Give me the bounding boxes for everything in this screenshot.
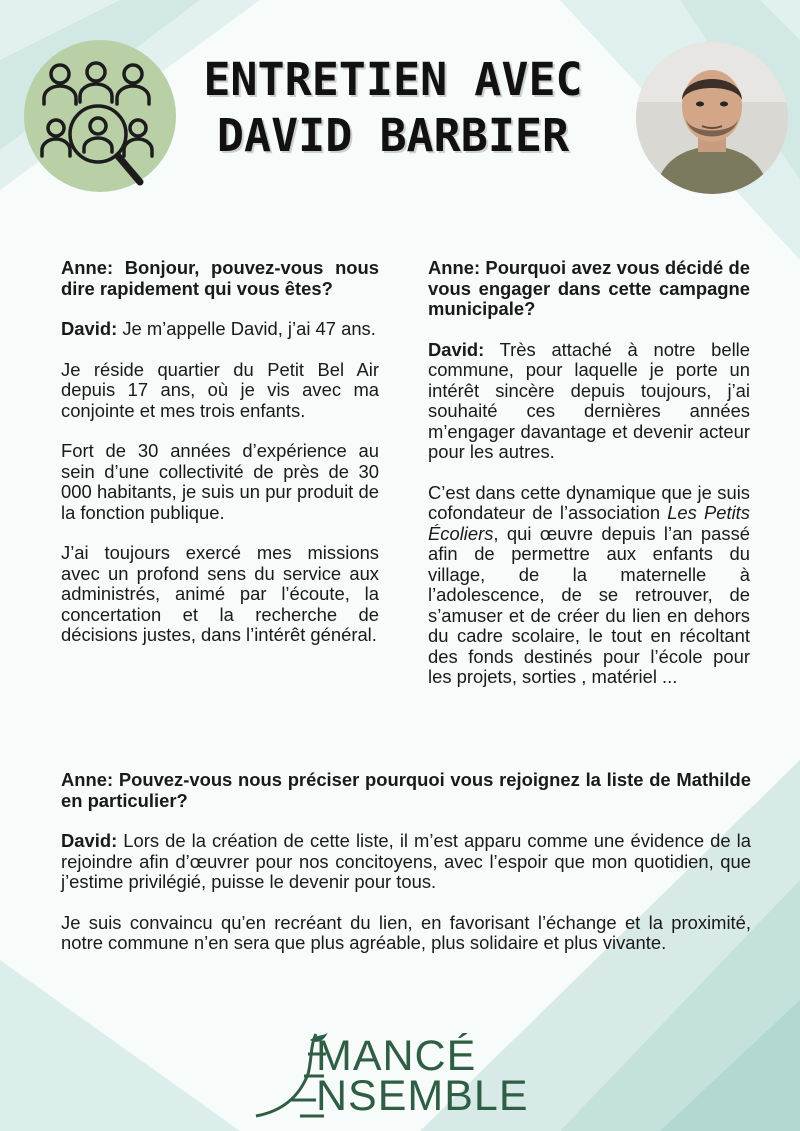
people-search-icon [38, 56, 164, 198]
logo-line-1: MANCÉ [316, 1032, 477, 1080]
answer-3-intro [61, 831, 751, 893]
answer-2-intro [428, 340, 750, 463]
answer-1-intro [61, 319, 379, 340]
speaker-label: David: [428, 338, 485, 360]
question-1: Anne: Bonjour, pouvez-vous nous dire rapidement qui vous êtes? [61, 257, 379, 299]
interview-icon-badge [24, 40, 176, 192]
campaign-logo [250, 1030, 560, 1120]
logo-line-2: NSEMBLE [316, 1072, 529, 1120]
question-3: Anne: Pouvez-vous nous préciser pourquoi vous rejoignez la liste de Mathilde en particulier? [61, 769, 751, 811]
portrait-photo [636, 42, 788, 194]
title-line-2: DAVID BARBIER [216, 109, 570, 162]
speaker-label: David: [61, 318, 118, 339]
question-2: Anne: Pourquoi avez vous décidé de vous engager dans cette campagne municipale? [428, 257, 750, 319]
right-column [428, 258, 750, 708]
answer-1-paragraph: Je réside quartier du Petit Bel Air depuis 17 ans, où je vis avec ma conjointe et mes trois enfants. [61, 358, 379, 421]
answer-1-paragraph: J’ai toujours exercé mes missions avec un profond sens du service aux administrés, animé par l’écoute, la concertation et la recherche de décisions justes, dans l’intérêt général. [61, 542, 379, 645]
association-name: Les Petits Écoliers [428, 502, 750, 544]
page-title [178, 52, 608, 164]
answer-1-text: Je m’appelle David, j’ai 47 ans. [117, 318, 376, 339]
title-line-1: ENTRETIEN AVEC [203, 53, 583, 106]
answer-2-text: Très attaché à notre belle commune, pour laquelle je porte un intérêt sincère depuis toujours, j’ai souhaité ces dernières années m’engager davantage et devenir acteur pour les autres. [428, 338, 750, 462]
answer-2-paragraph: C’est dans cette dynamique que je suis cofondateur de l’association Les Petits Écoliers, qui œuvre depuis l’an passé afin de permettre aux enfants du village, de la maternelle à l’adolescence, de se retrouver, de s’amuser et de créer du lien en dehors du cadre scolaire, le tout en récoltant des fonds destinés pour l’école pour les projets, sorties , matériel ... [428, 481, 750, 687]
answer-3-paragraph: Je suis convaincu qu’en recréant du lien, en favorisant l’échange et la proximité, notre commune n’en sera que plus agréable, plus solidaire et plus vivante. [61, 911, 751, 953]
speaker-label: David: [61, 830, 118, 851]
answer-3-text: Lors de la création de cette liste, il m’est apparu comme une évidence de la rejoindre afin d’œuvrer pour nos concitoyens, avec l’espoir que mon quotidien, que j’estime privilégié, puisse le devenir pour tous. [61, 830, 751, 892]
bottom-section [61, 770, 751, 974]
answer-1-paragraph: Fort de 30 années d’expérience au sein d’une collectivité de près de 30 000 habitants, je suis un pur produit de la fonction publique. [61, 440, 379, 523]
left-column [61, 258, 379, 666]
